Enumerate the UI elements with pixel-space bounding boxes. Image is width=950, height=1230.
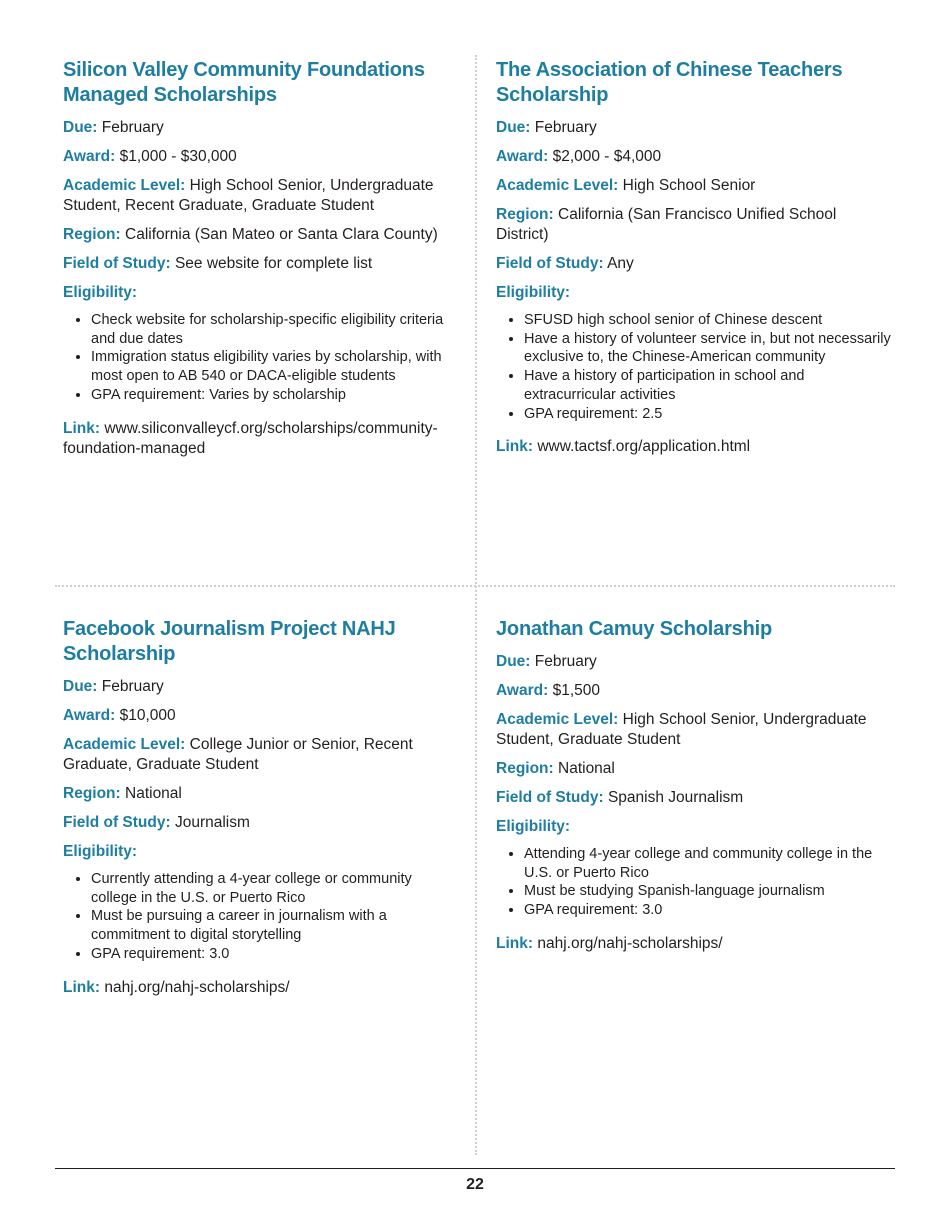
link-field [63, 419, 458, 459]
link-label: Link: [63, 419, 101, 437]
due-field [63, 118, 458, 138]
region-field [496, 759, 891, 779]
scholarship-card-camuy [496, 617, 891, 963]
eligibility-item: • Have a history of participation in school and extracurricular activities [524, 367, 891, 404]
field-of-study-value: Journalism [174, 814, 250, 831]
eligibility-item: • GPA requirement: 3.0 [91, 945, 458, 964]
award-label: Award: [63, 707, 116, 724]
link-url[interactable]: nahj.org/nahj-scholarships/ [104, 978, 290, 996]
award-field [496, 147, 891, 167]
award-value: $1,500 [552, 682, 600, 699]
field-of-study-value: See website for complete list [174, 255, 373, 272]
academic-level-field [496, 710, 891, 750]
scholarship-card-tact [496, 58, 891, 466]
field-of-study-value: Spanish Journalism [607, 789, 744, 806]
award-value: $2,000 - $4,000 [552, 148, 662, 165]
award-value: $10,000 [119, 707, 176, 724]
due-value: February [534, 119, 597, 136]
award-value: $1,000 - $30,000 [119, 148, 237, 165]
academic-level-value: High School Senior, Undergraduate Student, Graduate Student [496, 711, 867, 748]
region-label: Region: [496, 760, 554, 777]
link-label: Link: [496, 934, 534, 952]
field-of-study-label: Field of Study: [496, 789, 604, 806]
scholarship-title: Silicon Valley Community Foundations Managed Scholarships [63, 59, 425, 106]
due-value: February [534, 653, 597, 670]
scholarship-card-svcf [63, 58, 458, 468]
field-of-study-field [63, 254, 458, 274]
field-of-study-field [63, 813, 458, 833]
academic-level-label: Academic Level: [63, 177, 186, 194]
eligibility-item: • Attending 4-year college and community college in the U.S. or Puerto Rico [524, 845, 891, 882]
due-value: February [101, 119, 164, 136]
academic-level-label: Academic Level: [63, 736, 186, 753]
eligibility-list [63, 311, 458, 405]
field-of-study-field [496, 254, 891, 274]
field-of-study-label: Field of Study: [63, 814, 171, 831]
link-url[interactable]: www.siliconvalleycf.org/scholarships/community-foundation-managed [63, 419, 438, 457]
eligibility-item: • Immigration status eligibility varies by scholarship, with most open to AB 540 or DACA-eligible students [91, 348, 458, 385]
link-field [496, 437, 891, 457]
link-url[interactable]: www.tactsf.org/application.html [537, 438, 751, 456]
page-number: 22 [466, 1176, 484, 1193]
due-label: Due: [496, 653, 531, 670]
eligibility-item: • GPA requirement: Varies by scholarship [91, 386, 458, 405]
academic-level-value: High School Senior, Undergraduate Student, Recent Graduate, Graduate Student [63, 177, 434, 214]
link-label: Link: [63, 978, 101, 996]
award-label: Award: [496, 148, 549, 165]
region-label: Region: [63, 226, 121, 243]
scholarship-title: The Association of Chinese Teachers Scholarship [496, 59, 843, 106]
eligibility-list [496, 845, 891, 920]
academic-level-label: Academic Level: [496, 711, 619, 728]
footer-rule [55, 1168, 895, 1169]
region-field [496, 205, 891, 245]
due-value: February [101, 678, 164, 695]
link-url[interactable]: nahj.org/nahj-scholarships/ [537, 934, 723, 952]
due-label: Due: [63, 678, 98, 695]
field-of-study-label: Field of Study: [496, 255, 604, 272]
eligibility-item: • Currently attending a 4-year college or community college in the U.S. or Puerto Rico [91, 870, 458, 907]
due-field [63, 677, 458, 697]
region-field [63, 784, 458, 804]
field-of-study-label: Field of Study: [63, 255, 171, 272]
region-label: Region: [496, 206, 554, 223]
region-value: California (San Francisco Unified School District) [496, 206, 837, 243]
award-label: Award: [63, 148, 116, 165]
eligibility-item: • Must be pursuing a career in journalism with a commitment to digital storytelling [91, 907, 458, 944]
field-of-study-field [496, 788, 891, 808]
award-field [63, 706, 458, 726]
field-of-study-value: Any [607, 255, 634, 272]
eligibility-label: Eligibility: [496, 284, 571, 301]
academic-level-value: High School Senior [622, 177, 756, 194]
eligibility-item: • Have a history of volunteer service in, but not necessarily exclusive to, the Chinese-American community [524, 330, 891, 367]
eligibility-item: • GPA requirement: 3.0 [524, 901, 891, 920]
eligibility-list [63, 870, 458, 964]
academic-level-value: College Junior or Senior, Recent Graduate, Graduate Student [63, 736, 413, 773]
eligibility-item: • SFUSD high school senior of Chinese descent [524, 311, 891, 330]
award-field [496, 681, 891, 701]
eligibility-list [496, 311, 891, 423]
award-label: Award: [496, 682, 549, 699]
academic-level-label: Academic Level: [496, 177, 619, 194]
eligibility-item: • Check website for scholarship-specific eligibility criteria and due dates [91, 311, 458, 348]
region-value: California (San Mateo or Santa Clara County) [125, 226, 438, 243]
link-label: Link: [496, 438, 534, 456]
region-value: National [558, 760, 615, 777]
due-field [496, 118, 891, 138]
column-divider [475, 55, 477, 1155]
row-divider [55, 585, 895, 587]
eligibility-item: • GPA requirement: 2.5 [524, 405, 891, 424]
due-field [496, 652, 891, 672]
academic-level-field [63, 176, 458, 216]
eligibility-label: Eligibility: [63, 843, 138, 860]
link-field [63, 978, 458, 998]
region-value: National [125, 785, 182, 802]
region-field [63, 225, 458, 245]
scholarship-title: Jonathan Camuy Scholarship [496, 618, 772, 640]
due-label: Due: [63, 119, 98, 136]
eligibility-label: Eligibility: [496, 818, 571, 835]
academic-level-field [63, 735, 458, 775]
academic-level-field [496, 176, 891, 196]
scholarship-card-nahj-facebook [63, 617, 458, 1007]
due-label: Due: [496, 119, 531, 136]
eligibility-label: Eligibility: [63, 284, 138, 301]
scholarship-title: Facebook Journalism Project NAHJ Scholarship [63, 618, 396, 665]
award-field [63, 147, 458, 167]
region-label: Region: [63, 785, 121, 802]
link-field [496, 934, 891, 954]
eligibility-item: • Must be studying Spanish-language journalism [524, 882, 891, 901]
